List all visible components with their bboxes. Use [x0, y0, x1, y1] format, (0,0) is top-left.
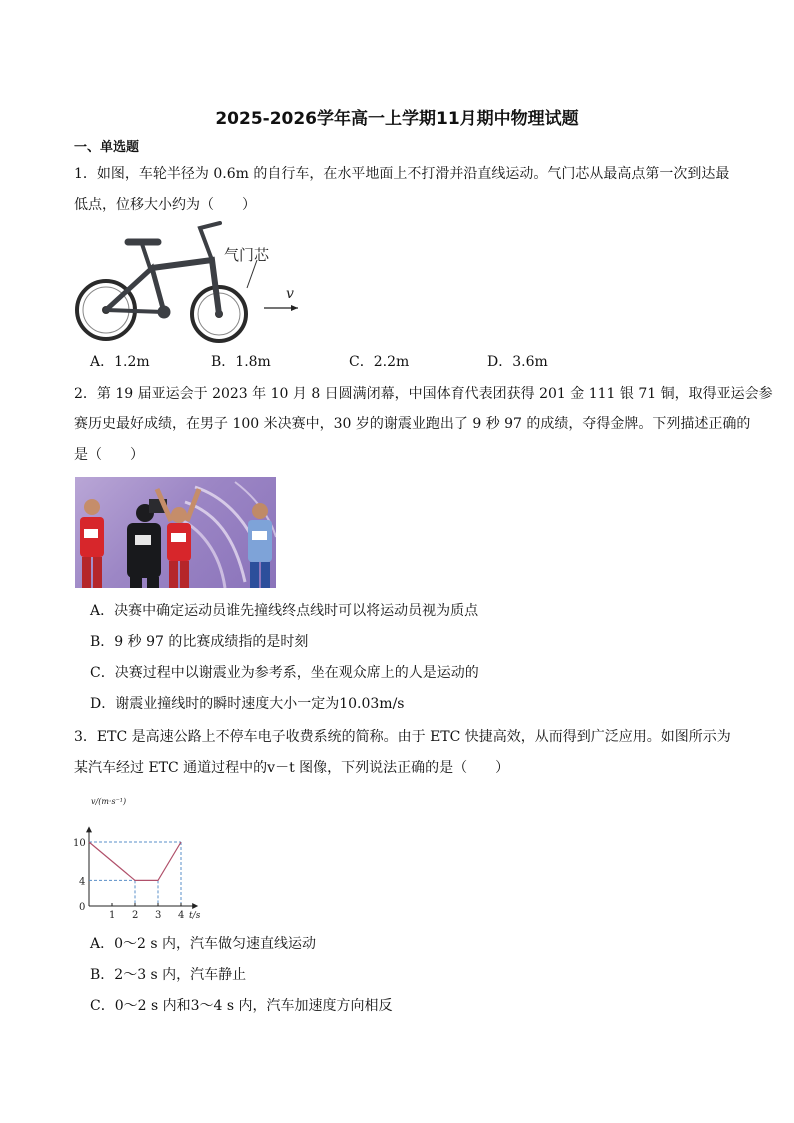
q1-option-b: B．1.8m [211, 354, 271, 370]
y-tick-label-0: 0 [79, 902, 86, 913]
bicycle-figure [72, 220, 312, 348]
valve-label: 气门芯 [224, 246, 270, 264]
q1-option-d: D．3.6m [487, 354, 548, 370]
x-tick-label-2: 2 [132, 910, 139, 921]
page-title: 2025-2026学年高一上学期11月期中物理试题 [215, 109, 579, 129]
valve-pointer-line [247, 260, 257, 288]
athletes-photo [75, 477, 276, 588]
athlete-left [80, 499, 104, 588]
vt-chart [70, 792, 220, 922]
velocity-label: v [286, 286, 294, 302]
x-axis-label: t/s [189, 911, 201, 921]
athlete-winner [157, 489, 199, 588]
x-axis-arrow [192, 903, 198, 909]
y-tick-label-10: 10 [73, 838, 86, 849]
q3-text-line2: 某汽车经过 ETC 通道过程中的v－t 图像，下列说法正确的是（ ） [74, 760, 510, 776]
x-tick-label-4: 4 [178, 910, 185, 921]
y-axis-label: v/(m·s⁻¹) [91, 797, 127, 806]
q3-option-c: C．0～2 s 内和3～4 s 内，汽车加速度方向相反 [90, 998, 393, 1014]
q2-option-c: C．决赛过程中以谢震业为参考系，坐在观众席上的人是运动的 [90, 665, 479, 681]
q3-option-b: B．2～3 s 内，汽车静止 [90, 967, 247, 983]
x-tick-label-1: 1 [109, 910, 116, 921]
velocity-arrowhead [291, 305, 298, 311]
y-axis-arrow [86, 826, 92, 832]
q1-text-line2: 低点，位移大小约为（ ） [74, 197, 256, 213]
q1-option-c: C．2.2m [349, 354, 410, 370]
y-tick-label-4: 4 [79, 876, 86, 888]
athlete-right [248, 503, 272, 588]
section-heading: 一、单选题 [74, 140, 140, 155]
q2-option-d: D．谢震业撞线时的瞬时速度大小一定为10.03m/s [90, 696, 405, 712]
q2-text-line1: 2．第 19 届亚运会于 2023 年 10 月 8 日圆满闭幕，中国体育代表团获得 201 金 111 银 71 铜，取得亚运会参 [74, 386, 773, 402]
q2-option-a: A．决赛中确定运动员谁先撞线终点线时可以将运动员视为质点 [90, 603, 479, 619]
velocity-series-line [89, 842, 181, 880]
q2-text-line3: 是（ ） [74, 447, 144, 463]
bicycle-frame [106, 223, 220, 318]
q1-text-line1: 1．如图，车轮半径为 0.6m 的自行车，在水平地面上不打滑并沿直线运动。气门芯从最高点第一次到达最 [74, 166, 730, 182]
q1-option-a: A．1.2m [90, 354, 150, 370]
x-tick-label-3: 3 [155, 910, 162, 921]
cameraman [127, 499, 167, 588]
q3-text-line1: 3．ETC 是高速公路上不停车电子收费系统的简称。由于 ETC 快捷高效，从而得到广泛应用。如图所示为 [74, 729, 731, 745]
q3-option-a: A．0～2 s 内，汽车做匀速直线运动 [90, 936, 317, 952]
q2-text-line2: 赛历史最好成绩，在男子 100 米决赛中，30 岁的谢震业跑出了 9 秒 97 的成绩，夺得金牌。下列描述正确的 [74, 416, 751, 432]
q2-option-b: B．9 秒 97 的比赛成绩指的是时刻 [90, 634, 309, 650]
